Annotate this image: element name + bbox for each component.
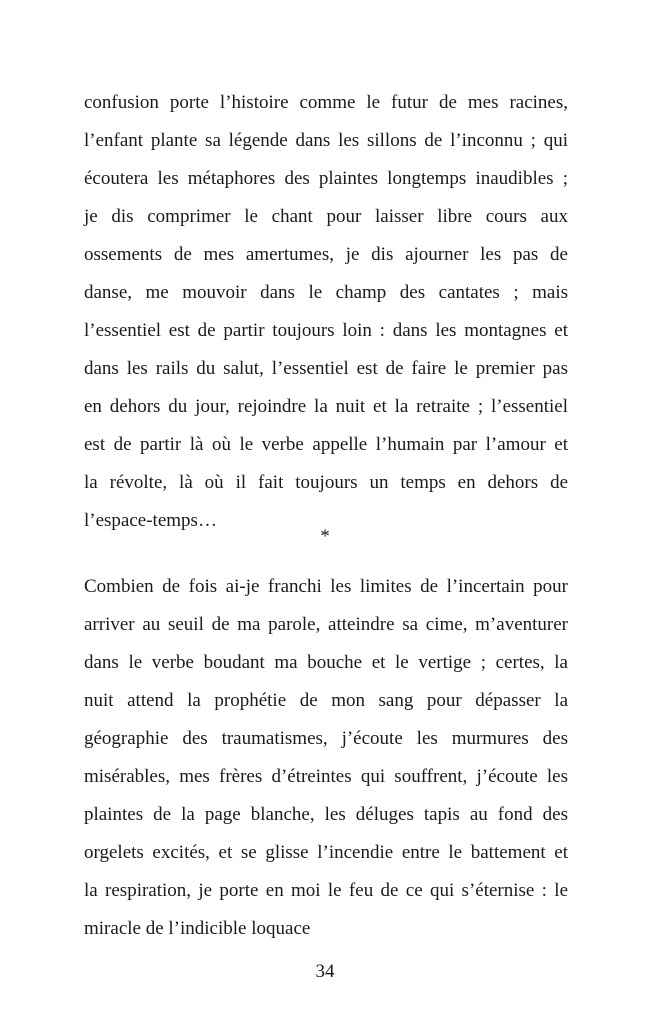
text-line: miracle de l’indicible loquace xyxy=(84,918,311,939)
text-line: je dis comprimer le chant pour laisser libre cours aux xyxy=(84,206,568,227)
text-line: l’enfant plante sa légende dans les sillons de l’inconnu ; qui xyxy=(84,130,568,151)
text-line: orgelets excités, et se glisse l’incendie entre le battement et xyxy=(84,842,568,863)
text-line: l’espace-temps… xyxy=(84,510,217,531)
text-line: arriver au seuil de ma parole, atteindre sa cime, m’aventurer xyxy=(84,614,568,635)
text-line: misérables, mes frères d’étreintes qui souffrent, j’écoute les xyxy=(84,766,568,787)
text-line: dans les rails du salut, l’essentiel est de faire le premier pas xyxy=(84,358,568,379)
paragraph-2 xyxy=(84,568,568,948)
paragraph-1 xyxy=(84,84,568,540)
text-line: écoutera les métaphores des plaintes longtemps inaudibles ; xyxy=(84,168,568,189)
text-line: dans le verbe boudant ma bouche et le vertige ; certes, la xyxy=(84,652,568,673)
text-line: ossements de mes amertumes, je dis ajourner les pas de xyxy=(84,244,568,265)
text-line: nuit attend la prophétie de mon sang pour dépasser la xyxy=(84,690,568,711)
section-separator: * xyxy=(320,526,330,547)
text-line: en dehors du jour, rejoindre la nuit et la retraite ; l’essentiel xyxy=(84,396,568,417)
text-line: la respiration, je porte en moi le feu de ce qui s’éternise : le xyxy=(84,880,568,901)
text-line: est de partir là où le verbe appelle l’humain par l’amour et xyxy=(84,434,568,455)
text-line: plaintes de la page blanche, les déluges tapis au fond des xyxy=(84,804,568,825)
text-line: la révolte, là où il fait toujours un temps en dehors de xyxy=(84,472,568,493)
text-line: confusion porte l’histoire comme le futur de mes racines, xyxy=(84,92,568,113)
text-line: géographie des traumatismes, j’écoute les murmures des xyxy=(84,728,568,749)
text-line: Combien de fois ai-je franchi les limites de l’incertain pour xyxy=(84,576,568,597)
text-line: l’essentiel est de partir toujours loin : dans les montagnes et xyxy=(84,320,568,341)
text-line: danse, me mouvoir dans le champ des cantates ; mais xyxy=(84,282,568,303)
page-number: 34 xyxy=(315,961,335,982)
